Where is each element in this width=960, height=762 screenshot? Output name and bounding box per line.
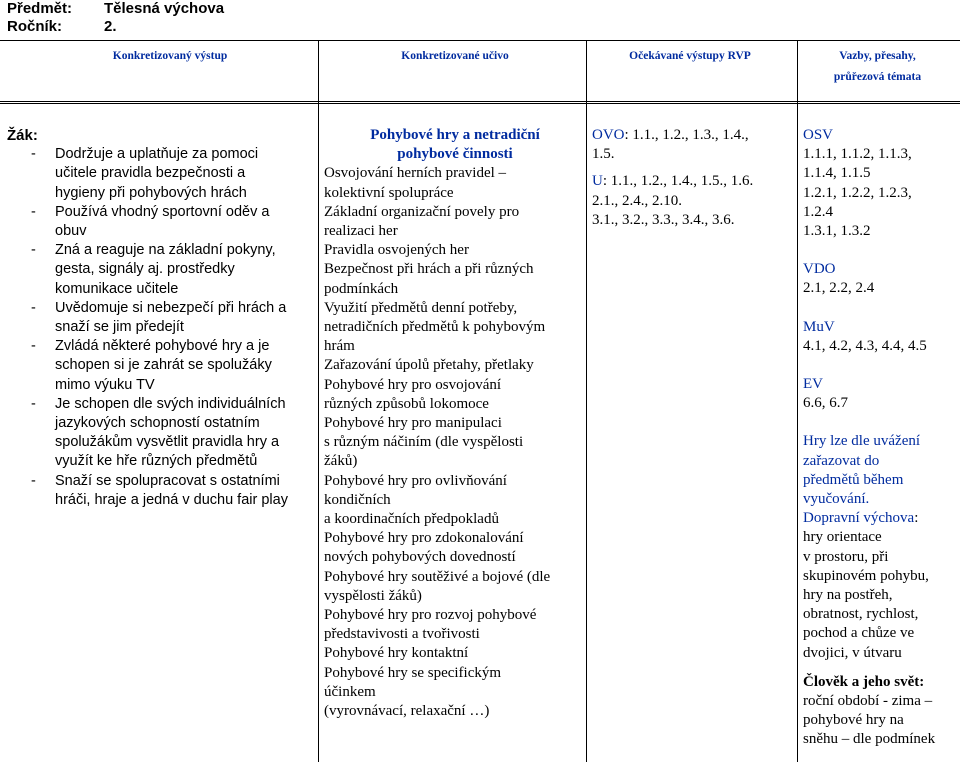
ovo-line1 [592, 126, 782, 145]
u-values: : 1.1., 1.2., 1.4., 1.5., 1.6. [602, 173, 754, 190]
header-separator [0, 101, 960, 102]
grade-value: 2. [104, 18, 117, 35]
curriculum-line: nových pohybových dovedností [324, 549, 516, 566]
curriculum-line: Pohybové hry pro rozvoj pohybové [324, 607, 537, 624]
note-line: předmětů během [803, 471, 904, 488]
cjs-list [803, 692, 958, 750]
outcome-line: Snaží se spolupracovat s ostatními - [7, 472, 312, 491]
curriculum-line: a koordinačních předpokladů [324, 511, 499, 528]
outcomes-heading: Žák: [7, 127, 38, 144]
dv-line: pochod a chůze ve [803, 625, 915, 642]
curriculum-line: kolektivní spolupráce [324, 184, 454, 201]
cjs-line: sněhu – dle podmínek [803, 731, 936, 748]
curriculum-line: představivosti a tvořivosti [324, 626, 480, 643]
subject-row [7, 0, 224, 18]
curriculum-line: (vyrovnávací, relaxační …) [324, 703, 490, 720]
header-separator-double [0, 103, 960, 104]
curriculum-line: účinkem [324, 683, 376, 700]
u-label: U [592, 173, 603, 190]
dv-line: hry orientace [803, 529, 882, 546]
curriculum-title-line1: Pohybové hry a netradiční [370, 127, 540, 143]
column-divider-2 [586, 40, 587, 762]
column-divider-1 [318, 40, 319, 762]
bullet-dash: - [31, 338, 36, 355]
outcome-line: jazykových schopností ostatním [55, 415, 260, 432]
curriculum-line: Pohybové hry pro osvojování [324, 376, 502, 393]
column-header-curriculum: Konkretizované učivo [401, 50, 509, 62]
outcome-line: Zvládá některé pohybové hry a je - [7, 337, 312, 356]
outcome-line: gesta, signály aj. prostředky [55, 261, 235, 278]
column-header-outcome: Konkretizovaný výstup [112, 50, 228, 62]
ev-value: 6.6, 6.7 [803, 395, 848, 412]
grade-row [7, 18, 117, 36]
curriculum-line: Bezpečnost při hrách a při různých [324, 261, 534, 278]
bullet-dash: - [31, 395, 36, 412]
links-column [803, 126, 958, 750]
curriculum-line: Pravidla osvojených her [324, 242, 469, 259]
bullet-dash: - [31, 472, 36, 489]
curriculum-line: netradičních předmětů k pohybovým [324, 319, 546, 336]
subject-value: Tělesná výchova [104, 0, 225, 17]
outcomes-column [7, 126, 312, 510]
column-header-links [800, 46, 955, 88]
outcome-line: učitele pravidla bezpečnosti a [55, 165, 246, 182]
note-line: Hry lze dle uvážení [803, 433, 921, 450]
curriculum-line: Pohybové hry kontaktní [324, 645, 469, 662]
note-list [803, 432, 958, 509]
dv-list [803, 528, 958, 662]
curriculum-line: Základní organizační povely pro [324, 203, 520, 220]
outcome-line: hygieny při pohybových hrách [55, 184, 247, 201]
dv-line: dvojici, v útvaru [803, 644, 902, 661]
bullet-dash: - [31, 299, 36, 316]
cjs-line: roční období - zima – [803, 693, 933, 710]
outcome-line: snaží se jim předejít [55, 319, 184, 336]
cjs-label: Člověk a jeho svět: [803, 673, 925, 690]
curriculum-list [324, 164, 586, 721]
curriculum-line: Využití předmětů denní potřeby, [324, 299, 518, 316]
osv-line: 1.3.1, 1.3.2 [803, 223, 871, 240]
outcome-line: Je schopen dle svých individuálních - [7, 395, 312, 414]
curriculum-line: hrám [324, 338, 355, 355]
ovo-values: : 1.1., 1.2., 1.3., 1.4., [624, 127, 749, 143]
outcome-line: hráči, hraje a jedná v duchu fair play [55, 491, 288, 508]
muv-value: 4.1, 4.2, 4.3, 4.4, 4.5 [803, 337, 927, 354]
column-header-links-line2: průřezová témata [833, 71, 922, 83]
curriculum-line: žáků) [324, 453, 358, 470]
outcome-line: spolužákům vysvětlit pravidla hry a [55, 434, 280, 451]
outcome-line: Používá vhodný sportovní oděv a - [7, 203, 312, 222]
column-header-links-line1: Vazby, přesahy, [839, 50, 916, 62]
grade-label: Ročník: [7, 18, 63, 35]
u-line3: 3.1., 3.2., 3.3., 3.4., 3.6. [592, 211, 735, 228]
outcome-line: obuv [55, 223, 87, 240]
vdo-value: 2.1, 2.2, 2.4 [803, 280, 875, 297]
ovo-label: OVO [592, 127, 625, 143]
outcome-line: využít ke hře různých předmětů [55, 453, 258, 470]
osv-line: 1.1.1, 1.1.2, 1.1.3, [803, 146, 912, 163]
osv-line: 1.2.4 [803, 203, 833, 220]
vdo-label: VDO [803, 261, 836, 278]
bullet-dash: - [31, 146, 36, 163]
osv-line: 1.1.4, 1.1.5 [803, 165, 871, 182]
outcome-line: schopen si je zahrát se spolužáky [55, 357, 272, 374]
outcome-line: Zná a reaguje na základní pokyny, - [7, 241, 312, 260]
curriculum-line: kondičních [324, 491, 391, 508]
note-line: vyučování. [803, 491, 870, 508]
curriculum-line: Pohybové hry pro zdokonalování [324, 530, 524, 547]
subject-label: Předmět: [7, 0, 73, 17]
u-line1 [592, 172, 782, 191]
table-top-border [0, 40, 960, 41]
column-divider-3 [797, 40, 798, 762]
outcome-line: mimo výuku TV [55, 376, 155, 393]
outcome-line: komunikace učitele [55, 280, 179, 297]
curriculum-line: Pohybové hry pro manipulaci [324, 415, 502, 432]
outcomes-list [7, 145, 312, 510]
curriculum-line: vyspělosti žáků) [324, 587, 422, 604]
note-line: zařazovat do [803, 452, 880, 469]
outcome-line: Dodržuje a uplatňuje za pomoci - [7, 145, 312, 164]
bullet-dash: - [31, 203, 36, 220]
curriculum-line: Pohybové hry se specifickým [324, 664, 502, 681]
curriculum-line: Osvojování herních pravidel – [324, 165, 507, 182]
curriculum-line: Zařazování úpolů přetahy, přetlaky [324, 357, 534, 374]
ev-label: EV [803, 376, 823, 393]
osv-label: OSV [803, 127, 834, 143]
curriculum-line: různých způsobů lokomoce [324, 395, 489, 412]
dv-line: obratnost, rychlost, [803, 606, 919, 623]
curriculum-column [324, 126, 586, 721]
curriculum-line: Pohybové hry pro ovlivňování [324, 472, 507, 489]
curriculum-line: Pohybové hry soutěživé a bojové (dle [324, 568, 551, 585]
ovo-line2: 1.5. [592, 146, 615, 163]
outcome-line: Uvědomuje si nebezpečí při hrách a - [7, 299, 312, 318]
muv-label: MuV [803, 318, 835, 335]
curriculum-title-line2: pohybové činnosti [397, 146, 513, 163]
osv-line: 1.2.1, 1.2.2, 1.2.3, [803, 184, 912, 201]
column-header-rvp: Očekávané výstupy RVP [629, 50, 751, 62]
curriculum-line: podmínkách [324, 280, 399, 297]
dv-line: v prostoru, při [803, 548, 889, 565]
cjs-line: pohybové hry na [803, 712, 904, 729]
rvp-column [592, 126, 782, 230]
dv-line: skupinovém pohybu, [803, 567, 929, 584]
curriculum-line: realizaci her [324, 223, 398, 240]
dv-heading: Dopravní výchova: [803, 510, 919, 527]
osv-list [803, 145, 958, 241]
bullet-dash: - [31, 242, 36, 259]
dv-label: Dopravní výchova [803, 510, 915, 527]
curriculum-line: s různým náčiním (dle vyspělosti [324, 434, 524, 451]
u-line2: 2.1., 2.4., 2.10. [592, 192, 682, 209]
dv-line: hry na postřeh, [803, 587, 893, 604]
